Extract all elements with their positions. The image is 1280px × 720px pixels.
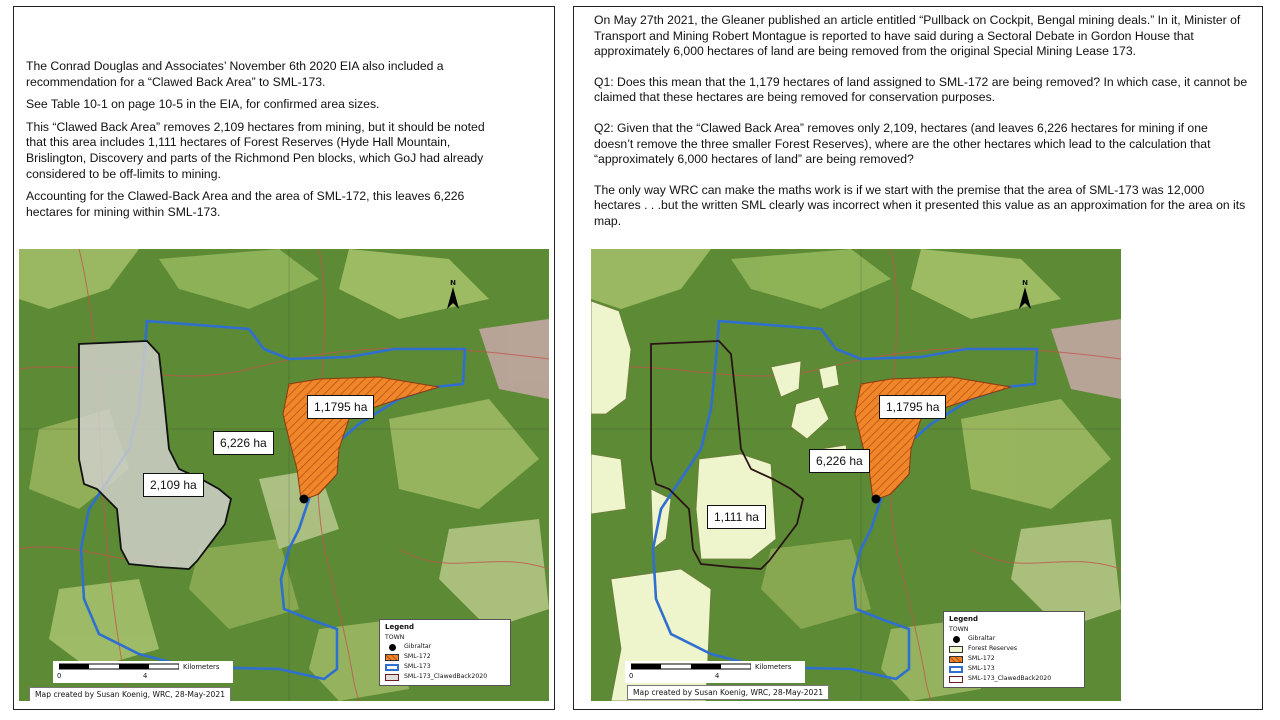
legend-item <box>385 642 505 652</box>
legend-item-label: Forest Reserves <box>968 645 1018 652</box>
map-legend <box>943 611 1085 688</box>
scale-bar-graphic <box>59 663 179 671</box>
scale-zero: 0 <box>629 672 634 680</box>
legend-item-label: SML-172 <box>404 653 431 660</box>
legend-item <box>949 654 1079 664</box>
scale-unit: Kilometers <box>755 663 792 671</box>
clawed-swatch-icon <box>385 674 399 681</box>
scale-four: 4 <box>715 672 720 680</box>
remaining-area-label: 6,226 ha <box>213 431 274 455</box>
gibraltar-town-marker <box>300 495 309 504</box>
north-arrow-icon <box>447 279 459 309</box>
sml172-swatch-icon <box>385 654 399 661</box>
right-text-block <box>594 13 1250 237</box>
sml173-swatch-icon <box>385 664 399 671</box>
north-arrow-icon <box>1019 279 1031 309</box>
legend-item-label: SML-173 <box>968 665 995 672</box>
left-paragraph: This “Clawed Back Area” removes 2,109 hectares from mining, but it should be noted that this area includes 1,111 hectares of Forest Reserves (Hyde Hall Mountain, Brislington, Discovery and parts of the Richmond Pen blocks, which GoJ had already considered to be off-limits to mining. <box>26 119 485 181</box>
left-paragraph: See Table 10-1 on page 10-5 in the EIA, for confirmed area sizes. <box>26 97 380 112</box>
map-credit: Map created by Susan Koenig, WRC, 28-May-2021 <box>627 685 829 700</box>
legend-item <box>385 662 505 672</box>
scale-unit: Kilometers <box>183 663 220 671</box>
legend-item <box>949 644 1079 654</box>
right-paragraph: On May 27th 2021, the Gleaner published an article entitled “Pullback on Cockpit, Bengal mining deals.” In it, Minister of Transport and Mining Robert Montague is reported to have said during a Sectoral Debate in Gordon House that approximately 6,000 hectares of land are being removed from the original Special Mining Lease 173. <box>594 13 1241 59</box>
clawed-swatch-icon <box>949 676 963 683</box>
right-paragraph: The only way WRC can make the maths work is if we start with the premise that the area of SML-173 was 12,000 hectares . . .but the written SML clearly was incorrect when it presented this value as an approximation for the area on its map. <box>594 182 1246 228</box>
legend-item-label: SML-173_ClawedBack2020 <box>404 673 488 680</box>
legend-item <box>949 634 1079 644</box>
remaining-area-label: 6,226 ha <box>809 449 870 473</box>
scale-bar <box>625 661 805 683</box>
legend-item-label: SML-173 <box>404 663 431 670</box>
scale-four: 4 <box>143 672 148 680</box>
left-paragraph: Accounting for the Clawed-Back Area and the area of SML-172, this leaves 6,226 hectares for mining within SML-173. <box>26 189 465 219</box>
town-dot-icon <box>389 644 396 651</box>
scale-bar-graphic <box>631 663 751 671</box>
left-map <box>19 249 549 701</box>
legend-title: Legend <box>949 615 978 623</box>
sml172-swatch-icon <box>949 656 963 663</box>
legend-title: Legend <box>385 623 414 631</box>
sml172-area-label: 1,1795 ha <box>307 395 374 419</box>
legend-item <box>385 652 505 662</box>
legend-item <box>949 674 1079 684</box>
scale-zero: 0 <box>57 672 62 680</box>
north-label: N <box>1022 279 1028 287</box>
town-dot-icon <box>953 636 960 643</box>
left-paragraph: The Conrad Douglas and Associates’ November 6th 2020 EIA also included a recommendation for a “Clawed Back Area” to SML-173. <box>26 59 444 89</box>
legend-item-label: Gibraltar <box>968 635 996 642</box>
map-credit: Map created by Susan Koenig, WRC, 28-May-2021 <box>29 687 231 701</box>
right-slide-panel <box>573 6 1263 710</box>
legend-item-label: Gibraltar <box>404 643 432 650</box>
right-paragraph: Q2: Given that the “Clawed Back Area” removes only 2,109, hectares (and leaves 6,226 hectares for mining if one doesn’t remove the three smaller Forest Reserves), where are the other hectares which lead to the calculation that “approximately 6,000 hectares of land” are being removed? <box>594 120 1211 167</box>
sml172-area-label: 1,1795 ha <box>879 395 946 419</box>
legend-item-label: SML-173_ClawedBack2020 <box>968 675 1052 682</box>
right-map <box>591 249 1121 701</box>
forest-area-label: 1,111 ha <box>707 505 766 529</box>
north-label: N <box>450 279 456 287</box>
clawed-area-label: 2,109 ha <box>143 473 204 497</box>
sml173-swatch-icon <box>949 666 963 673</box>
legend-item <box>949 664 1079 674</box>
left-slide-panel <box>13 6 555 710</box>
right-paragraph: Q1: Does this mean that the 1,179 hectares of land assigned to SML-172 are being removed? In which case, it cannot be claimed that these hectares are being removed for conservation purposes. <box>594 74 1248 105</box>
legend-item-label: SML-172 <box>968 655 995 662</box>
legend-group: TOWN <box>949 626 969 633</box>
map-legend <box>379 619 511 686</box>
left-text-block <box>26 59 496 227</box>
legend-item <box>385 672 505 682</box>
gibraltar-town-marker <box>872 495 881 504</box>
legend-group: TOWN <box>385 634 405 641</box>
scale-bar <box>53 661 233 683</box>
forest-swatch-icon <box>949 646 963 653</box>
